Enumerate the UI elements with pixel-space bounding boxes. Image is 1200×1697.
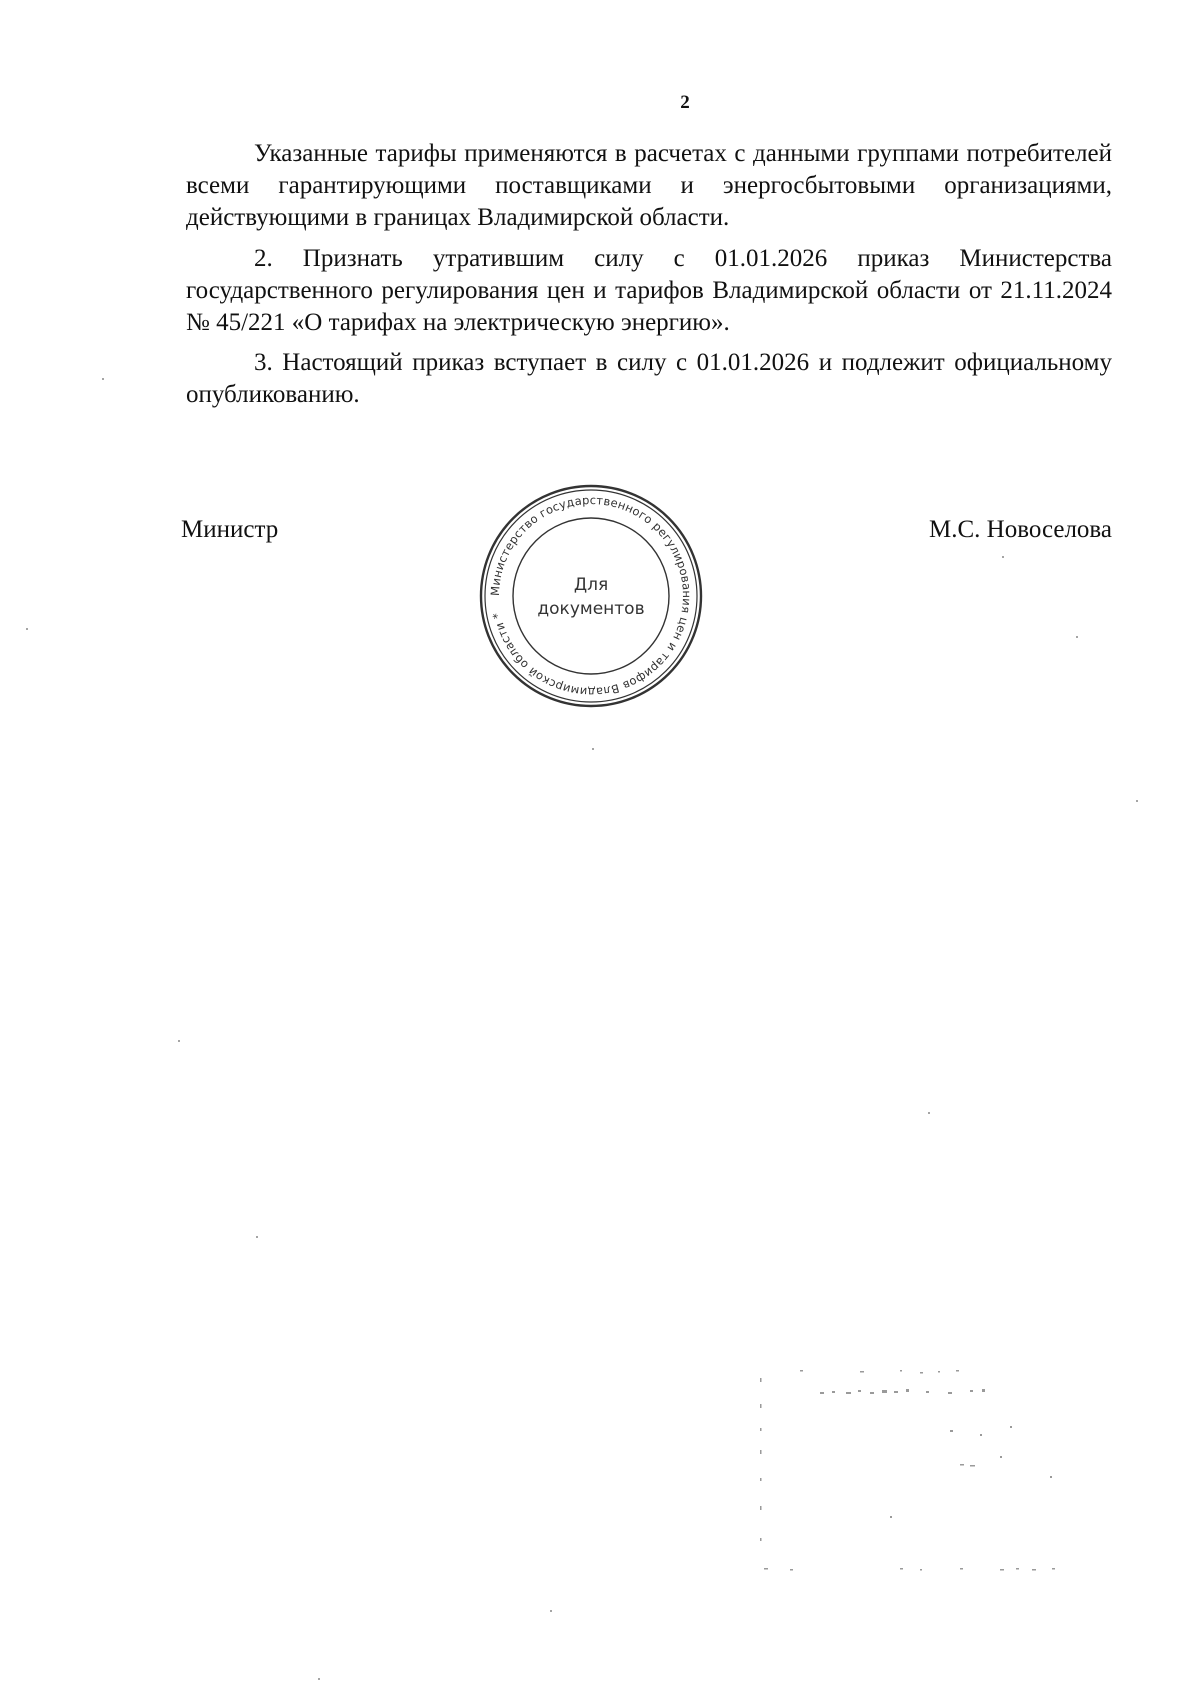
stamp-outer-ring-inner xyxy=(485,490,697,702)
scan-speck xyxy=(592,748,594,750)
paragraph-text: Указанные тарифы применяются в расчетах с данными группами потребителей всеми гарантирующими поставщиками и энергосбытовыми организациями, действующими в границах Владимирской области. xyxy=(186,140,1112,231)
official-stamp xyxy=(477,482,705,710)
stamp-center-line2: документов xyxy=(537,599,645,619)
signature-title: Министр xyxy=(181,516,279,543)
scan-speck xyxy=(550,1610,552,1612)
paragraph-effective-date xyxy=(186,347,1112,411)
signature-name: М.С. Новоселова xyxy=(928,516,1112,543)
scan-speck xyxy=(318,1678,320,1680)
paragraph-text: 3. Настоящий приказ вступает в силу с 01.01.2026 и подлежит официальному опубликованию. xyxy=(186,349,1112,408)
scan-speck xyxy=(26,628,28,630)
paragraph-text: 2. Признать утратившим силу с 01.01.2026 приказ Министерства государственного регулирования цен и тарифов Владимирской области от 21.11.2024 № 45/221 «О тарифах на электрическую энергию». xyxy=(186,245,1112,336)
scan-speck xyxy=(1076,636,1078,638)
scan-noise-artifact xyxy=(760,1368,1100,1578)
paragraph-tariff-application xyxy=(186,138,1112,234)
stamp-outer-ring xyxy=(481,486,701,706)
scan-speck xyxy=(178,1040,180,1042)
scan-speck xyxy=(102,378,104,380)
stamp-ring-textpath: Министерство государственного регулирования цен и тарифов Владимирской области * xyxy=(487,492,695,700)
scan-speck xyxy=(256,1236,258,1238)
page-number: 2 xyxy=(680,92,690,113)
scan-speck xyxy=(928,1112,930,1114)
stamp-center-line1: Для xyxy=(573,575,609,595)
stamp-ring-text xyxy=(488,493,694,699)
stamp-graphic xyxy=(477,482,705,710)
paragraph-repeal-order xyxy=(186,243,1112,339)
scan-speck xyxy=(1136,800,1138,802)
stamp-inner-ring xyxy=(513,518,669,674)
scan-speck xyxy=(1002,556,1004,558)
